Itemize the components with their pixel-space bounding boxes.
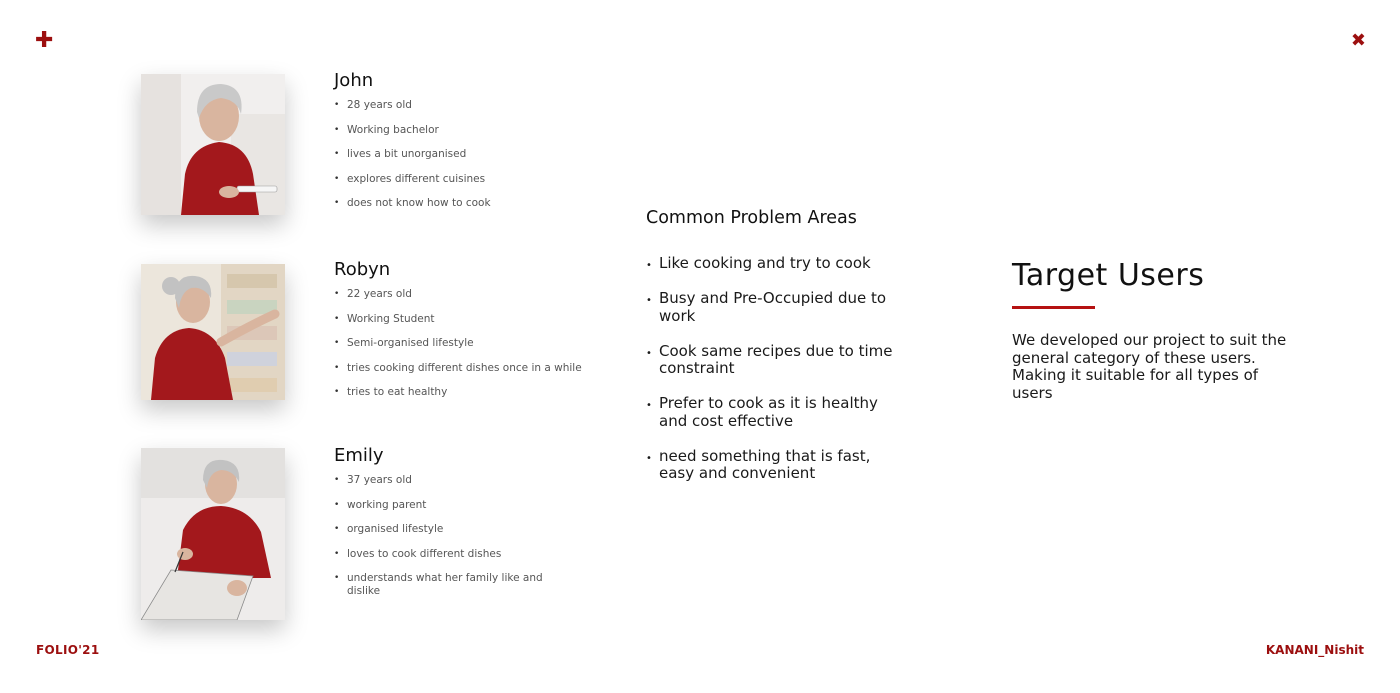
trait-item: • Semi-organised lifestyle — [334, 337, 594, 350]
trait-item: • 28 years old — [334, 99, 594, 112]
trait-item: • tries cooking different dishes once in a while — [334, 362, 594, 375]
author-label: KANANI_Nishit — [1265, 643, 1364, 657]
target-users-title: Target Users — [1012, 258, 1205, 293]
persona-traits — [334, 99, 594, 210]
target-users-description: We developed our project to suit the general category of these users. Making it suitable for all types of users — [1012, 331, 1287, 402]
emily-portrait — [141, 448, 285, 620]
persona-traits — [334, 474, 549, 598]
problem-item: • Like cooking and try to cook — [646, 255, 906, 273]
folio-label: FOLIO'21 — [36, 643, 100, 657]
persona-john — [334, 70, 594, 222]
target-users — [1012, 258, 1292, 402]
persona-traits — [334, 288, 594, 399]
problem-areas — [646, 208, 906, 500]
persona-name: John — [334, 70, 374, 91]
trait-item: • working parent — [334, 499, 549, 512]
trait-item: • explores different cuisines — [334, 173, 594, 186]
problem-item: • Prefer to cook as it is healthy and cost effective — [646, 395, 906, 430]
trait-item: • does not know how to cook — [334, 197, 594, 210]
problem-list — [646, 255, 906, 483]
trait-item: • 37 years old — [334, 474, 549, 487]
persona-robyn — [334, 259, 594, 411]
problem-item: • Busy and Pre-Occupied due to work — [646, 290, 906, 325]
trait-item: • Working bachelor — [334, 124, 594, 137]
trait-item: • lives a bit unorganised — [334, 148, 594, 161]
close-icon[interactable]: ✖ — [1350, 30, 1366, 51]
persona-emily — [334, 445, 549, 610]
title-underline — [1012, 306, 1095, 309]
trait-item: • loves to cook different dishes — [334, 548, 549, 561]
persona-name: Emily — [334, 445, 384, 466]
trait-item: • 22 years old — [334, 288, 594, 301]
trait-item: • organised lifestyle — [334, 523, 549, 536]
john-portrait — [141, 74, 285, 215]
problem-areas-title: Common Problem Areas — [646, 208, 857, 228]
persona-name: Robyn — [334, 259, 391, 280]
trait-item: • tries to eat healthy — [334, 386, 594, 399]
plus-icon[interactable]: ✚ — [35, 28, 54, 53]
robyn-portrait — [141, 264, 285, 400]
trait-item: • Working Student — [334, 313, 594, 326]
problem-item: • need something that is fast, easy and convenient — [646, 448, 906, 483]
trait-item: • understands what her family like and dislike — [334, 572, 549, 598]
problem-item: • Cook same recipes due to time constraint — [646, 343, 906, 378]
